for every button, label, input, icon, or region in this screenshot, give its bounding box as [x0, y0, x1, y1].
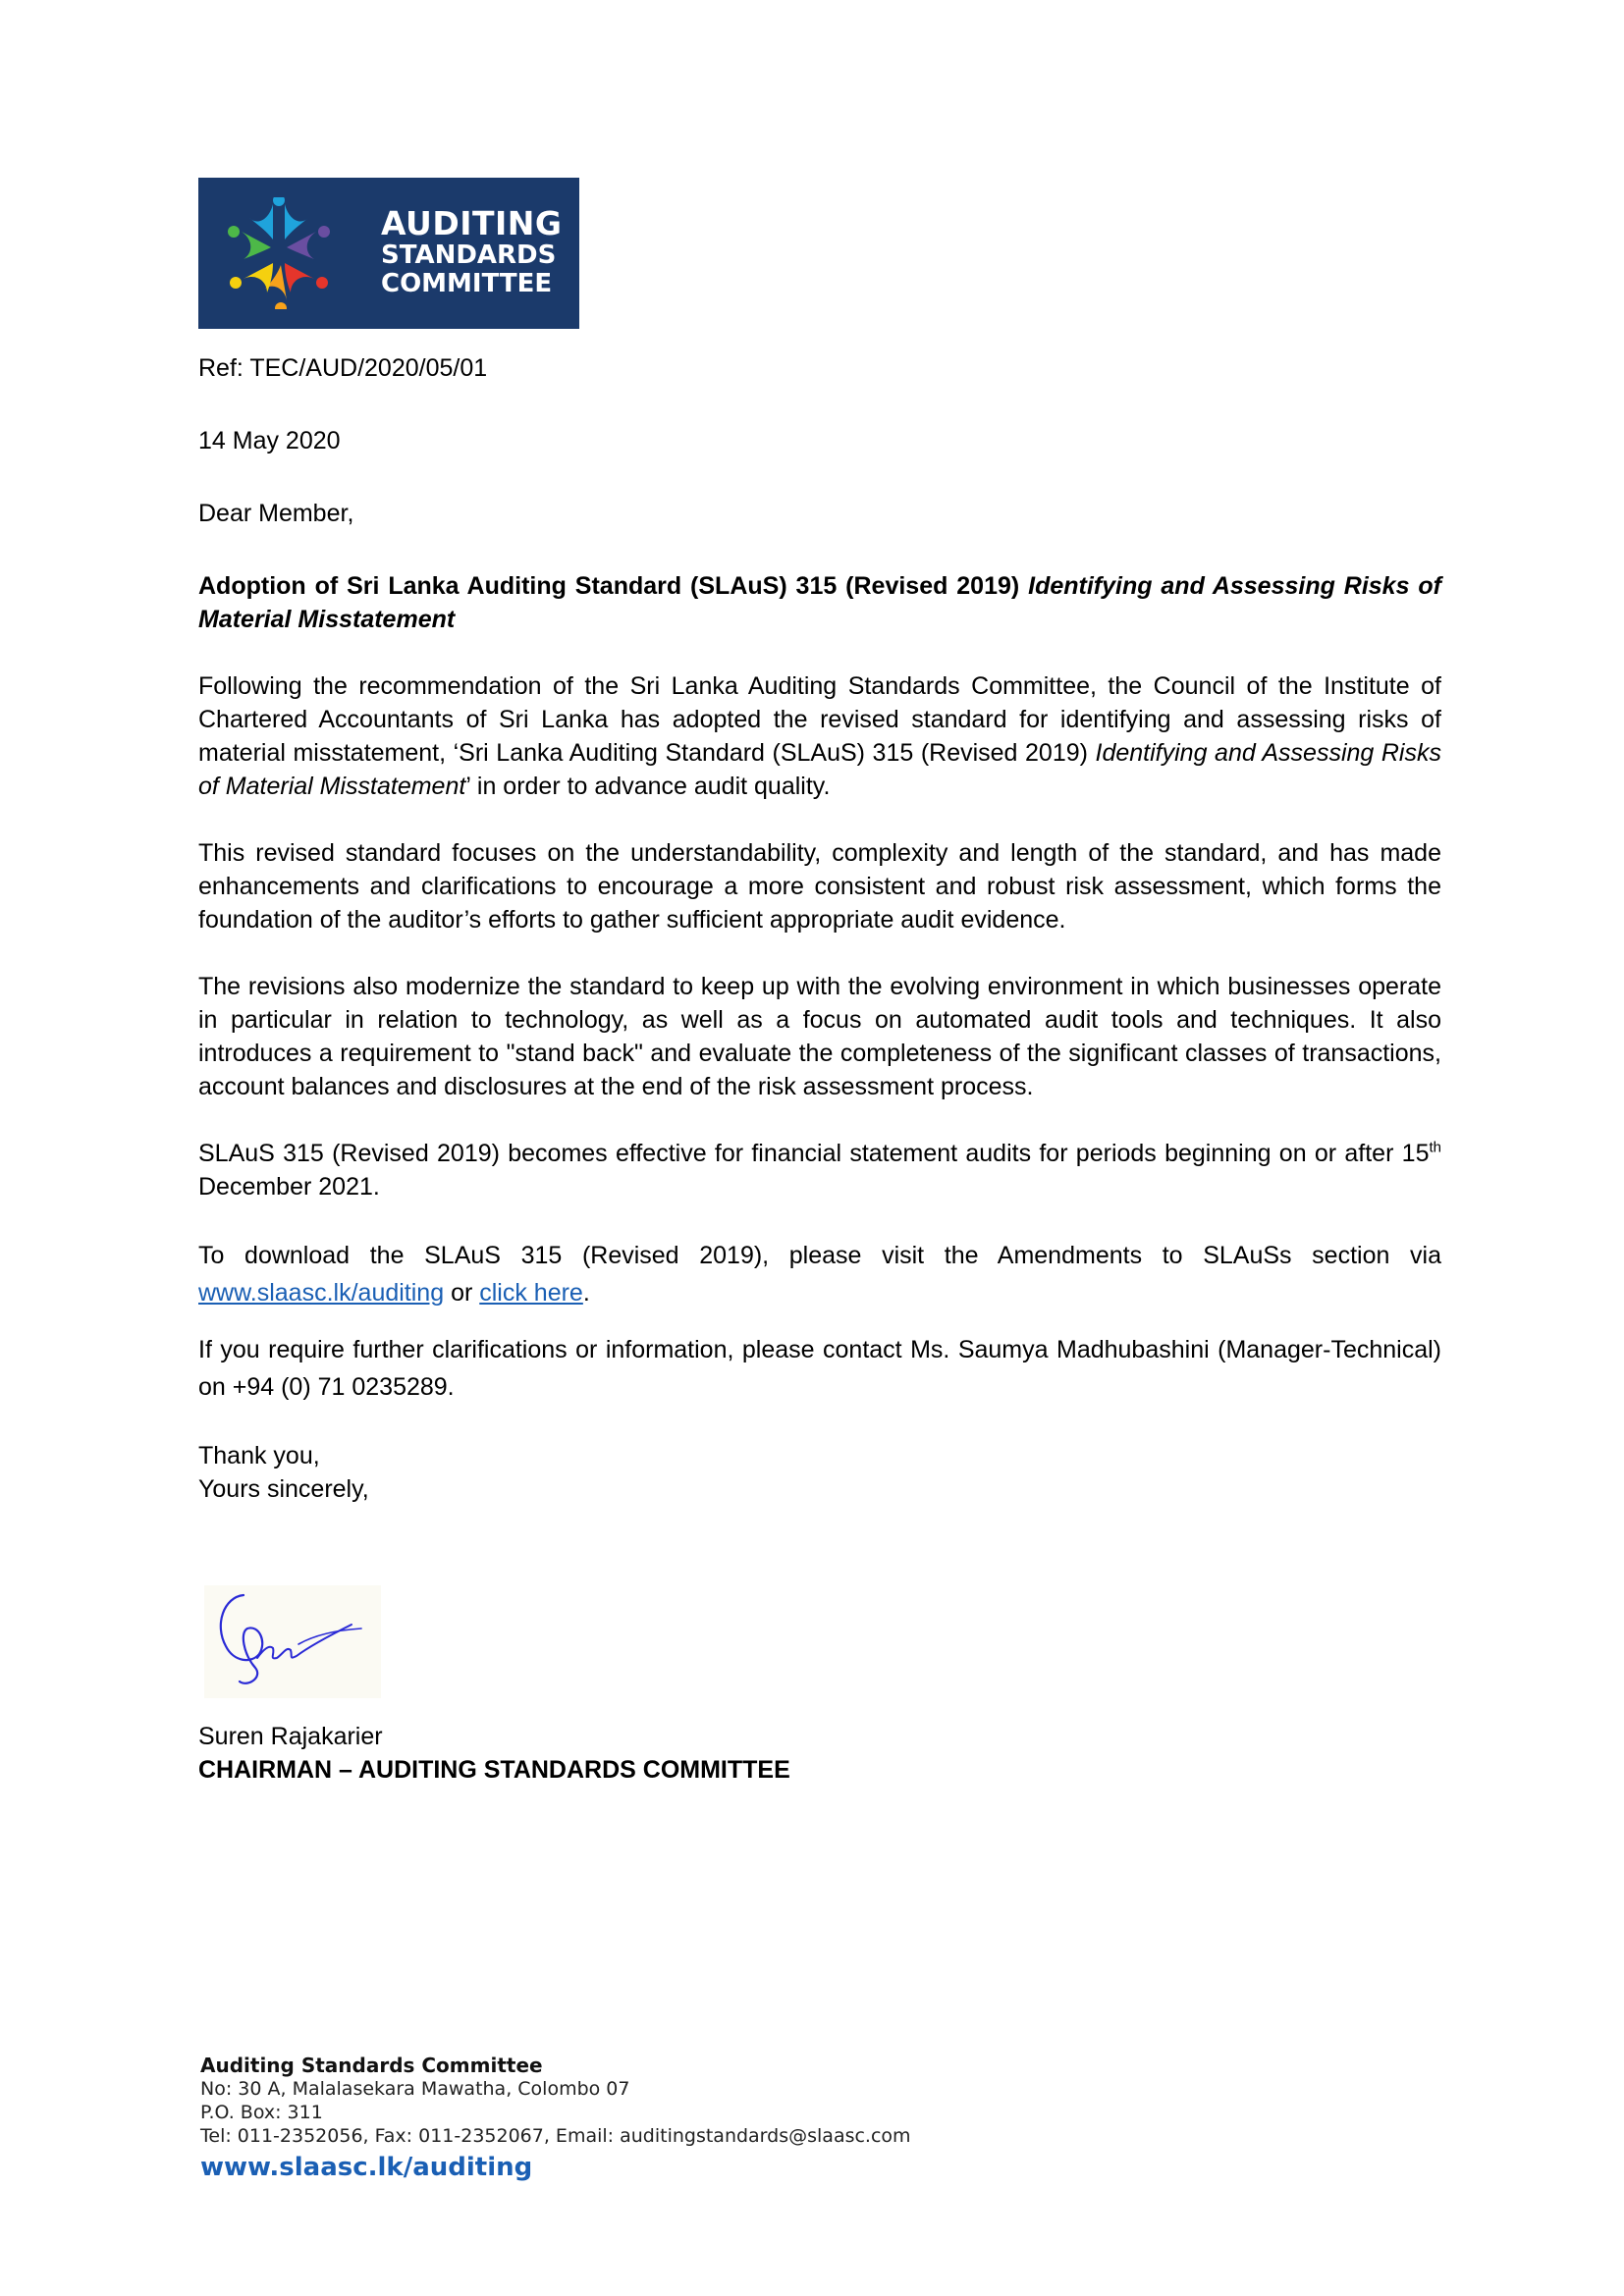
logo-line-1: AUDITING — [381, 204, 563, 242]
footer-org-name: Auditing Standards Committee — [200, 2054, 543, 2077]
p5-text-end: . — [582, 1279, 590, 1307]
logo-wordmark — [381, 204, 563, 298]
paragraph-download — [198, 1237, 1441, 1311]
letter-date: 14 May 2020 — [198, 427, 341, 454]
closing-thanks: Thank you, — [198, 1442, 320, 1469]
paragraph-effective-date — [198, 1137, 1441, 1203]
paragraph-adoption — [198, 669, 1441, 803]
p1-text-b: ’ in order to advance audit quality. — [465, 773, 831, 800]
p4-text-b: December 2021. — [198, 1173, 380, 1201]
p4-text-a: SLAuS 315 (Revised 2019) becomes effective for financial statement audits for periods beginning on or after 15 — [198, 1140, 1430, 1167]
reference-number: Ref: TEC/AUD/2020/05/01 — [198, 354, 488, 382]
footer-po-box: P.O. Box: 311 — [200, 2102, 323, 2123]
signer-name: Suren Rajakarier — [198, 1723, 383, 1750]
subject-bold: Adoption of Sri Lanka Auditing Standard (SLAuS) 315 (Revised 2019) — [198, 572, 1029, 600]
p1-text-a: Following the recommendation of the Sri Lanka Auditing Standards Committee, the Council of the Institute of Chartered Accountants of Sri Lanka has adopted the revised standard for identifying and assessing risks of material misstatement, ‘Sri Lanka Auditing Standard (SLAuS) 315 (Revised 2019) — [198, 672, 1441, 767]
letter-body — [198, 351, 1441, 1506]
subject-italic: Identifying and Assessing Risks of Material Misstatement — [198, 572, 1441, 633]
star-emblem-icon — [220, 197, 367, 309]
paragraph-focus: This revised standard focuses on the understandability, complexity and length of the standard, and has made enhancements and clarifications to encourage a more consistent and robust risk assessment, which forms the foundation of the auditor’s efforts to gather sufficient appropriate audit evidence. — [198, 839, 1441, 934]
paragraph-revisions: The revisions also modernize the standard to keep up with the evolving environment in which businesses operate in particular in relation to technology, as well as a focus on automated audit tools and techniques. It also introduces a requirement to "stand back" and evaluate the completeness of the significant classes of transactions, account balances and disclosures at the end of the risk assessment process. — [198, 973, 1441, 1100]
signer-block — [198, 1720, 790, 1787]
page-footer — [200, 2054, 911, 2182]
paragraph-contact: If you require further clarifications or information, please contact Ms. Saumya Madhubashini (Manager-Technical) on +94 (0) 71 0235289. — [198, 1336, 1441, 1401]
click-here-link[interactable]: click here — [479, 1279, 583, 1307]
p5-text-a: To download the SLAuS 315 (Revised 2019), please visit the Amendments to SLAuSs section via — [198, 1242, 1441, 1269]
p1-italic: Identifying and Assessing Risks of Material Misstatement — [198, 739, 1441, 800]
salutation: Dear Member, — [198, 500, 354, 527]
footer-website: www.slaasc.lk/auditing — [200, 2153, 533, 2182]
auditing-website-link[interactable]: www.slaasc.lk/auditing — [198, 1279, 445, 1307]
logo-line-3: COMMITTEE — [381, 269, 553, 298]
signer-title: CHAIRMAN – AUDITING STANDARDS COMMITTEE — [198, 1756, 790, 1784]
committee-logo — [198, 178, 579, 329]
closing-sincerely: Yours sincerely, — [198, 1475, 369, 1503]
footer-address: No: 30 A, Malalasekara Mawatha, Colombo 07 — [200, 2078, 630, 2100]
letter-subject — [198, 569, 1441, 636]
footer-contact: Tel: 011-2352056, Fax: 011-2352067, Email: auditingstandards@slaasc.com — [200, 2125, 911, 2147]
signature-image — [204, 1585, 381, 1698]
logo-line-2: STANDARDS — [381, 240, 557, 270]
p4-superscript: th — [1429, 1139, 1441, 1156]
p5-text-mid: or — [444, 1279, 480, 1307]
